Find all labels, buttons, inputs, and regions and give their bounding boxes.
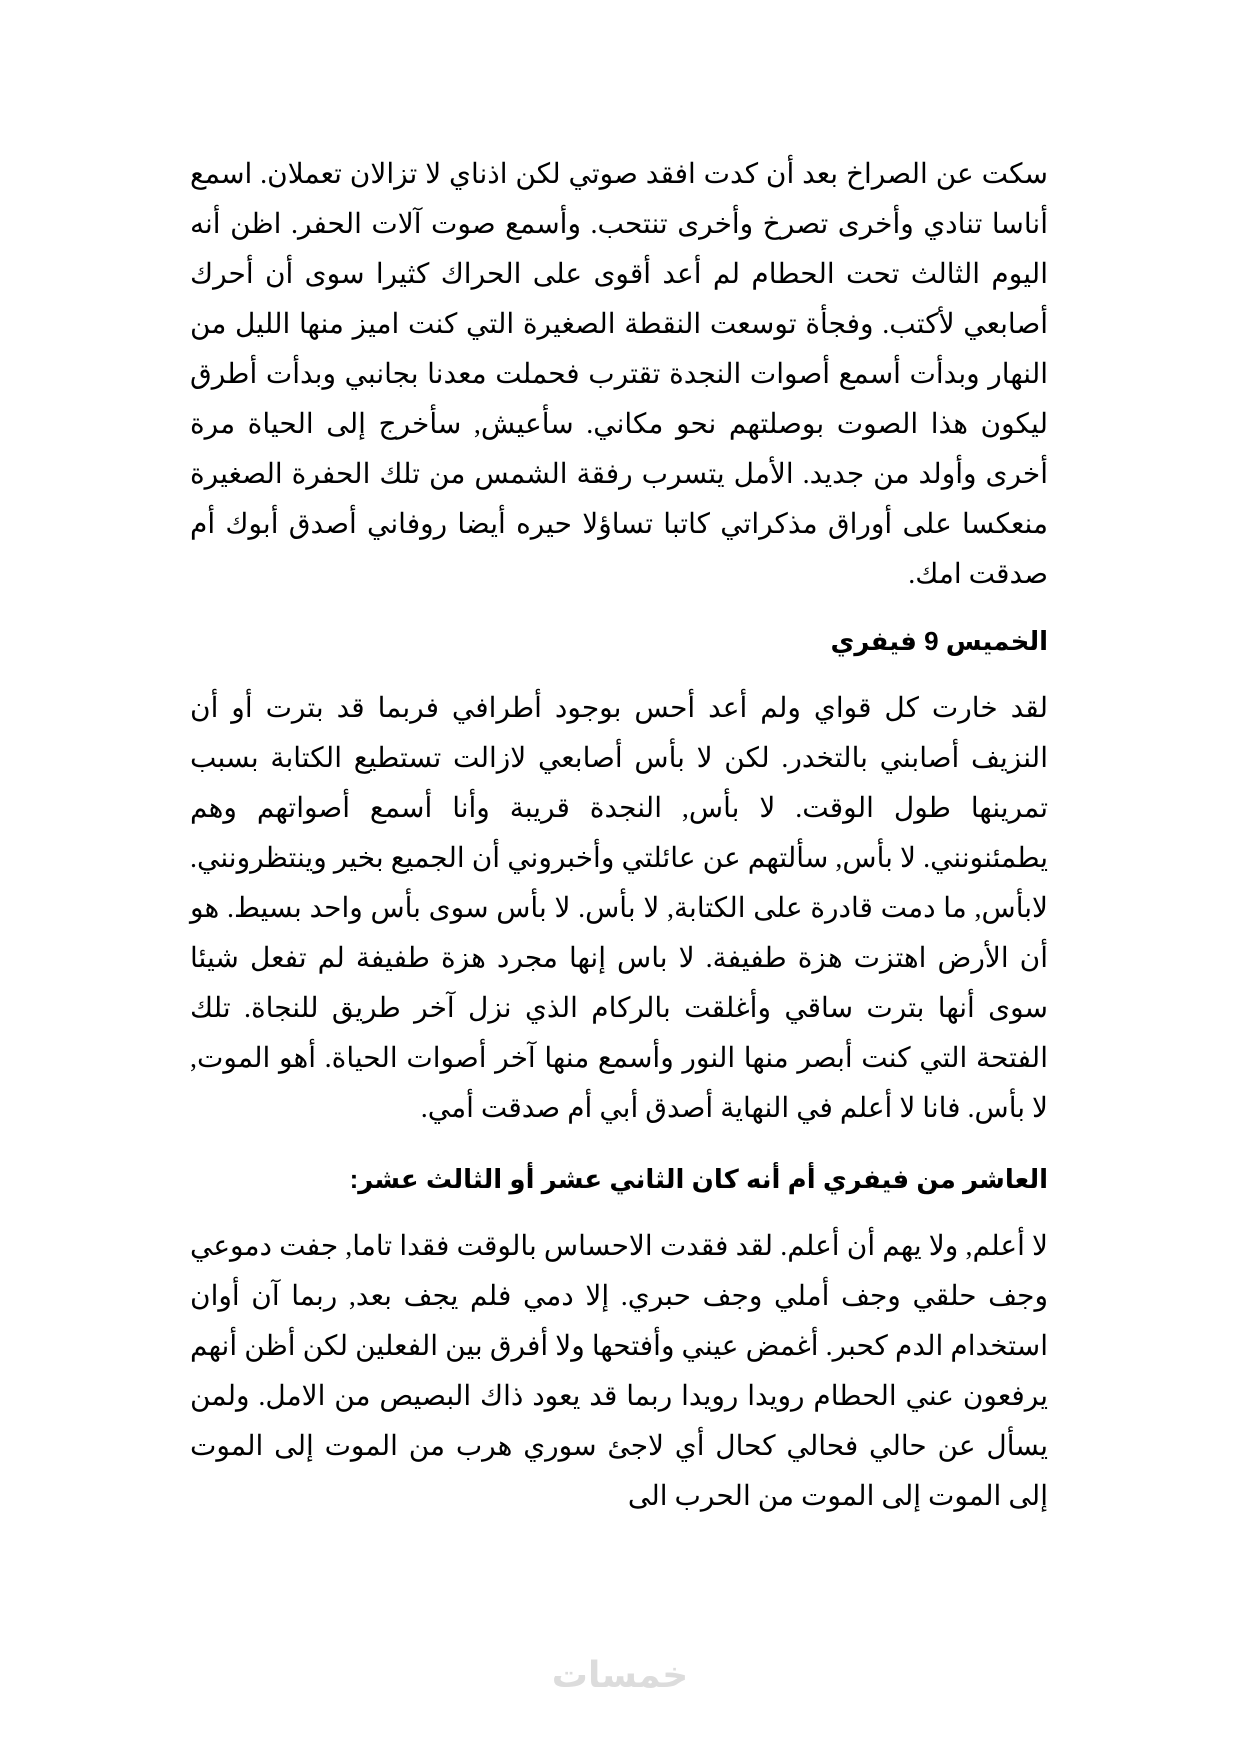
section-heading-thursday: الخميس 9 فيفري (830, 626, 1048, 656)
paragraph-3: لا أعلم, ولا يهم أن أعلم. لقد فقدت الاحساس بالوقت فقدا تاما, جفت دموعي وجف حلقي وجف أملي وجف حبري. إلا دمي فلم يجف بعد, ربما آن أوان استخدام الدم كحبر. أغمض عيني وأفتحها ولا أفرق بين الفعلين لكن أظن أنهم يرفعون عني الحطام رويدا رويدا ربما قد يعود ذاك البصيص من الامل. ولمن يسأل عن حالي فحالي كحال أي لاجئ سوري هرب من الموت إلى الموت إلى الموت إلى الموت من الحرب الى (190, 1231, 1048, 1512)
khamsat-watermark-logo: خمسات (551, 1655, 689, 1696)
document-body (190, 150, 1048, 1522)
section-heading-tenth: العاشر من فيفري أم أنه كان الثاني عشر أو الثالث عشر: (349, 1164, 1048, 1194)
paragraph-1: سكت عن الصراخ بعد أن كدت افقد صوتي لكن اذناي لا تزالان تعملان. اسمع أناسا تنادي وأخرى تصرخ وأخرى تنتحب. وأسمع صوت آلات الحفر. اظن أنه اليوم الثالث تحت الحطام لم أعد أقوى على الحراك كثيرا سوى أن أحرك أصابعي لأكتب. وفجأة توسعت النقطة الصغيرة التي كنت اميز منها الليل من النهار وبدأت أسمع أصوات النجدة تقترب فحملت معدنا بجانبي وبدأت أطرق ليكون هذا الصوت بوصلتهم نحو مكاني. سأعيش, سأخرج إلى الحياة مرة أخرى وأولد من جديد. الأمل يتسرب رفقة الشمس من تلك الحفرة الصغيرة منعكسا على أوراق مذكراتي كاتبا تساؤلا حيره أيضا روفاني أصدق أبوك أم صدقت امك. (190, 159, 1048, 590)
paragraph-2: لقد خارت كل قواي ولم أعد أحس بوجود أطرافي فربما قد بترت أو أن النزيف أصابني بالتخدر. لكن لا بأس أصابعي لازالت تستطيع الكتابة بسبب تمرينها طول الوقت. لا بأس, النجدة قريبة وأنا أسمع أصواتهم وهم يطمئنونني. لا بأس, سألتهم عن عائلتي وأخبروني أن الجميع بخير وينتظرونني. لابأس, ما دمت قادرة على الكتابة, لا بأس. لا بأس سوى بأس واحد بسيط. هو أن الأرض اهتزت هزة طفيفة. لا باس إنها مجرد هزة طفيفة لم تفعل شيئا سوى أنها بترت ساقي وأغلقت بالركام الذي نزل آخر طريق للنجاة. تلك الفتحة التي كنت أبصر منها النور وأسمع منها آخر أصوات الحياة. أهو الموت, لا بأس. فانا لا أعلم في النهاية أصدق أبي أم صدقت أمي. (190, 693, 1048, 1124)
